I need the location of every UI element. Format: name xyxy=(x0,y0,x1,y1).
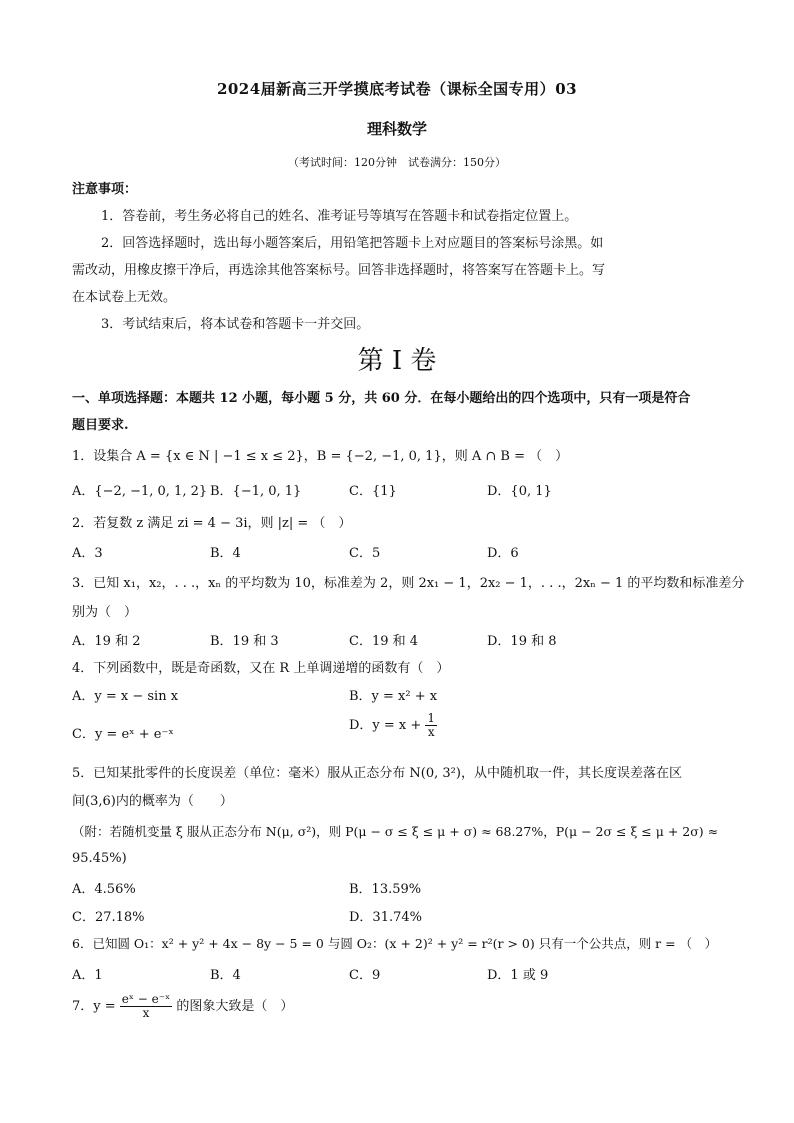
question-7-stem xyxy=(72,993,293,1020)
notice-item-2-line-1: 2．回答选择题时，选出每小题答案后，用铅笔把答题卡上对应题目的答案标号涂黑。如 xyxy=(101,236,604,251)
question-7-fraction xyxy=(120,993,172,1020)
question-5-option-d: D．31.74% xyxy=(349,910,422,925)
question-4-option-a: A．y = x − sin x xyxy=(72,689,179,704)
question-3-option-a: A．19 和 2 xyxy=(72,634,141,649)
section-heading-line-2: 题目要求. xyxy=(72,418,129,433)
question-6-option-b: B．4 xyxy=(210,968,241,983)
question-4-option-b: B．y = x² + x xyxy=(349,689,438,704)
question-5-option-b: B．13.59% xyxy=(349,882,422,897)
question-4-option-d-fraction xyxy=(425,712,437,739)
question-1-option-c: C．{1} xyxy=(349,484,397,499)
notice-item-2-line-3: 在本试卷上无效。 xyxy=(72,290,177,305)
exam-time-info: （考试时间：120分钟 试卷满分：150分） xyxy=(288,156,506,169)
question-1-option-a: A．{−2, −1, 0, 1, 2} xyxy=(72,484,208,499)
question-7-suffix: 的图象大致是（ ） xyxy=(176,999,294,1015)
question-2-stem: 2．若复数 z 满足 zi = 4 − 3i，则 |z| = （ ） xyxy=(72,516,352,531)
question-2-option-a: A．3 xyxy=(72,546,103,561)
question-1-option-d: D．{0, 1} xyxy=(487,484,552,499)
question-6-stem: 6．已知圆 O₁：x² + y² + 4x − 8y − 5 = 0 与圆 O₂：(x + 2)² + y² = r²(r > 0) 只有一个公共点，则 r = （ ） xyxy=(72,936,718,951)
question-5-option-a: A．4.56% xyxy=(72,882,136,897)
question-2-option-b: B．4 xyxy=(210,546,241,561)
question-5-option-c: C．27.18% xyxy=(72,910,145,925)
fraction-denominator: x xyxy=(427,725,435,740)
question-3-option-d: D．19 和 8 xyxy=(487,634,557,649)
section-heading-line-1: 一、单项选择题：本题共 12 小题，每小题 5 分，共 60 分．在每小题给出的四个选项中，只有一项是符合 xyxy=(72,391,691,406)
question-3-stem-line-2: 别为（ ） xyxy=(72,605,138,620)
question-6-option-c: C．9 xyxy=(349,968,381,983)
question-1-option-b: B．{−1, 0, 1} xyxy=(210,484,302,499)
question-4-stem: 4．下列函数中，既是奇函数，又在 R 上单调递增的函数有（ ） xyxy=(72,661,450,676)
question-5-note-line-2: 95.45%) xyxy=(72,851,127,866)
question-5-stem-line-1: 5．已知某批零件的长度误差（单位：毫米）服从正态分布 N(0, 3²)，从中随机取一件，其长度误差落在区 xyxy=(72,766,682,781)
fraction-denominator: x xyxy=(142,1006,150,1021)
question-4-option-d xyxy=(349,712,437,739)
exam-subject: 理科数学 xyxy=(366,120,427,138)
question-5-stem-line-2: 间(3,6)内的概率为（ ） xyxy=(72,794,233,809)
question-6-option-d: D．1 或 9 xyxy=(487,968,549,983)
fraction-numerator: 1 xyxy=(427,711,436,725)
question-6-option-a: A．1 xyxy=(72,968,103,983)
notice-item-2-line-2: 需改动，用橡皮擦干净后，再选涂其他答案标号。回答非选择题时，将答案写在答题卡上。写 xyxy=(72,263,606,278)
notice-item-1: 1．答卷前，考生务必将自己的姓名、准考证号等填写在答题卡和试卷指定位置上。 xyxy=(101,209,578,224)
volume-title: 第 I 卷 xyxy=(357,346,437,376)
question-2-option-d: D．6 xyxy=(487,546,519,561)
question-3-stem-line-1: 3．已知 x₁，x₂，. . .，xₙ 的平均数为 10，标准差为 2，则 2x₁ − 1，2x₂ − 1，. . .，2xₙ − 1 的平均数和标准差分 xyxy=(72,576,745,591)
notice-item-3: 3．考试结束后，将本试卷和答题卡一并交回。 xyxy=(101,317,370,332)
question-4-option-d-prefix: D．y = x + xyxy=(349,718,422,734)
question-4-option-c: C．y = eˣ + e⁻ˣ xyxy=(72,727,174,742)
question-5-note-line-1: （附：若随机变量 ξ 服从正态分布 N(μ, σ²)，则 P(μ − σ ≤ ξ ≤ μ + σ) ≈ 68.27%，P(μ − 2σ ≤ ξ ≤ μ + 2σ) ≈ xyxy=(72,824,719,839)
question-7-prefix: 7．y = xyxy=(72,999,116,1015)
fraction-numerator: eˣ − e⁻ˣ xyxy=(121,992,171,1006)
question-3-option-c: C．19 和 4 xyxy=(349,634,419,649)
question-2-option-c: C．5 xyxy=(349,546,381,561)
question-1-stem: 1．设集合 A = {x ∈ N | −1 ≤ x ≤ 2}，B = {−2, −1, 0, 1}，则 A ∩ B = （ ） xyxy=(72,449,569,464)
question-3-option-b: B．19 和 3 xyxy=(210,634,279,649)
exam-title: 2024届新高三开学摸底考试卷（课标全国专用）03 xyxy=(216,80,578,98)
notice-heading: 注意事项： xyxy=(72,182,138,197)
